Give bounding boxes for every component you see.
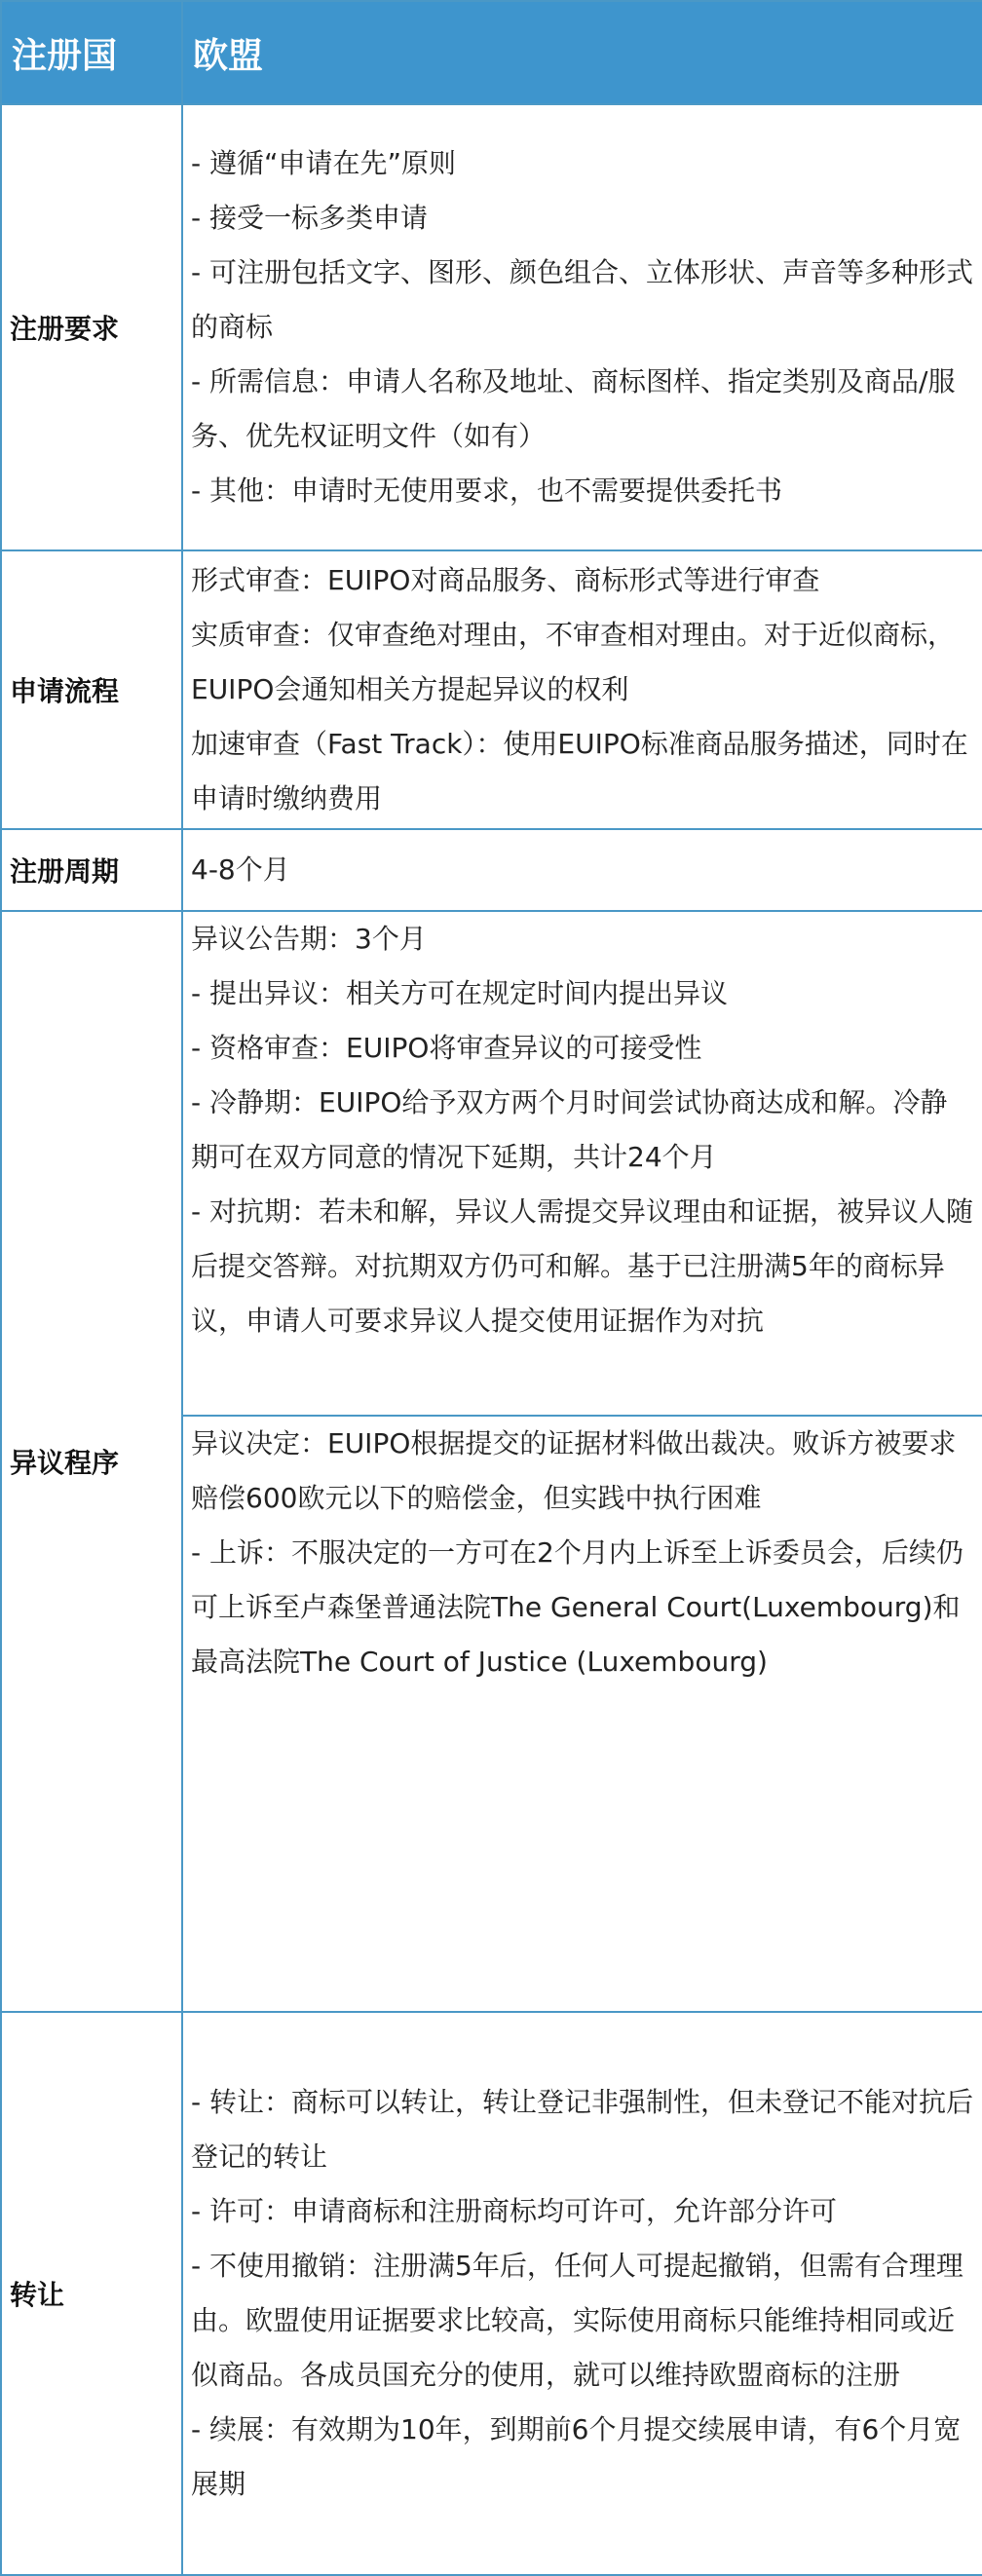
table-header-row <box>1 1 982 104</box>
row-transfer <box>1 2012 982 2575</box>
opposition-content-part1 <box>182 911 982 1416</box>
requirements-line: - 其他：申请时无使用要求，也不需要提供委托书 <box>191 474 783 507</box>
process-line: 加速审查（Fast Track）：使用EUIPO标准商品服务描述，同时在申请时缴纳费用 <box>191 728 968 814</box>
requirements-line: - 接受一标多类申请 <box>191 202 429 234</box>
process-line: 实质审查：仅审查绝对理由，不审查相对理由。对于近似商标，EUIPO会通知相关方提起异议的权利 <box>191 619 956 705</box>
opposition-line: - 提出异议：相关方可在规定时间内提出异议 <box>191 977 729 1009</box>
transfer-line: - 许可：申请商标和注册商标均可许可，允许部分许可 <box>191 2195 838 2227</box>
row-label-period: 注册周期 <box>1 829 182 911</box>
opposition-line: - 对抗期：若未和解，异议人需提交异议理由和证据，被异议人随后提交答辩。对抗期双方仍可和解。基于已注册满5年的商标异议，申请人可要求异议人提交使用证据作为对抗 <box>191 1195 974 1337</box>
transfer-line: - 转让：商标可以转让，转让登记非强制性，但未登记不能对抗后登记的转让 <box>191 2086 974 2173</box>
opposition-line: 异议决定：EUIPO根据提交的证据材料做出裁决。败诉方被要求赔偿600欧元以下的赔偿金，但实践中执行困难 <box>191 1427 957 1514</box>
row-requirements <box>1 104 982 550</box>
row-label-transfer: 转让 <box>1 2012 182 2575</box>
opposition-line: 异议公告期：3个月 <box>191 923 427 955</box>
requirements-line: - 遵循“申请在先”原则 <box>191 147 457 179</box>
row-process <box>1 550 982 829</box>
opposition-line: - 上诉：不服决定的一方可在2个月内上诉至上诉委员会，后续仍可上诉至卢森堡普通法院The General Court(Luxembourg)和最高法院The Court of Justice (Luxembourg) <box>191 1536 963 1678</box>
transfer-content <box>182 2012 982 2575</box>
process-line: 形式审查：EUIPO对商品服务、商标形式等进行审查 <box>191 564 820 596</box>
transfer-line: - 续展：有效期为10年，到期前6个月提交续展申请，有6个月宽展期 <box>191 2413 962 2500</box>
transfer-line: - 不使用撤销：注册满5年后，任何人可提起撤销，但需有合理理由。欧盟使用证据要求比较高，实际使用商标只能维持相同或近似商品。各成员国充分的使用，就可以维持欧盟商标的注册 <box>191 2250 963 2391</box>
requirements-line: - 所需信息：申请人名称及地址、商标图样、指定类别及商品/服务、优先权证明文件（如有） <box>191 365 956 452</box>
row-label-requirements: 注册要求 <box>1 104 182 550</box>
header-country-label: 注册国 <box>1 1 182 104</box>
process-content <box>182 550 982 829</box>
row-label-process: 申请流程 <box>1 550 182 829</box>
row-opposition-part1 <box>1 911 982 1416</box>
opposition-content-part2 <box>182 1416 982 2012</box>
opposition-line: - 资格审查：EUIPO将审查异议的可接受性 <box>191 1032 702 1064</box>
opposition-line: - 冷静期：EUIPO给予双方两个月时间尝试协商达成和解。冷静期可在双方同意的情况下延期，共计24个月 <box>191 1086 948 1173</box>
row-label-opposition: 异议程序 <box>1 911 182 2012</box>
row-period <box>1 829 982 911</box>
requirements-line: - 可注册包括文字、图形、颜色组合、立体形状、声音等多种形式的商标 <box>191 256 974 343</box>
period-value: 4-8个月 <box>182 829 982 911</box>
requirements-content <box>182 104 982 550</box>
header-region: 欧盟 <box>182 1 982 104</box>
